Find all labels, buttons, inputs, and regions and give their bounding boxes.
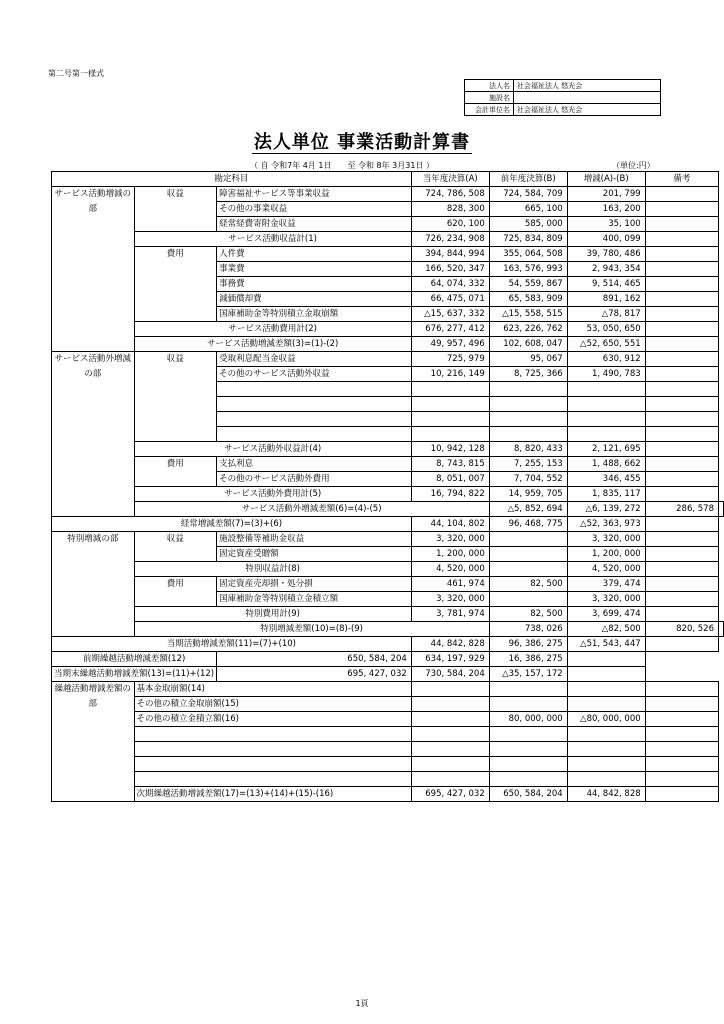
value-difference: 35, 100 <box>567 217 645 232</box>
value-current-year: 676, 277, 412 <box>411 322 489 337</box>
value-current-year: △5, 852, 694 <box>489 502 567 517</box>
group-label-nonservice: サービス活動外増減の部 <box>52 352 135 517</box>
corp-info-key: 法人名 <box>465 80 514 92</box>
value-previous-year <box>489 697 567 712</box>
table-row <box>52 562 724 577</box>
remarks-cell <box>645 217 718 232</box>
account-label: 支払利息 <box>217 457 412 472</box>
table-row <box>52 742 724 757</box>
value-previous-year: 8, 725, 366 <box>489 367 567 382</box>
table-row <box>52 487 724 502</box>
account-label: 前期繰越活動増減差額(12) <box>52 652 217 667</box>
subgroup-label-income: 収益 <box>134 532 217 562</box>
table-row <box>52 637 724 652</box>
value-current-year: 16, 794, 822 <box>411 487 489 502</box>
value-difference: △35, 157, 172 <box>489 667 567 682</box>
empty-cell <box>411 412 489 427</box>
remarks-cell <box>645 247 718 262</box>
empty-cell <box>489 382 567 397</box>
remarks-cell <box>645 292 718 307</box>
empty-cell <box>411 427 489 442</box>
corp-info-value <box>514 92 661 104</box>
value-current-year: 10, 216, 149 <box>411 367 489 382</box>
value-difference: 3, 699, 474 <box>567 607 645 622</box>
subgroup-label-expense: 費用 <box>134 577 217 607</box>
table-row <box>52 232 724 247</box>
page-number: 1頁 <box>355 999 369 1008</box>
value-current-year: 828, 300 <box>411 202 489 217</box>
subgroup-label-expense: 費用 <box>134 247 217 322</box>
remarks-cell <box>645 187 718 202</box>
value-difference: 820, 526 <box>645 622 718 637</box>
value-previous-year: 634, 197, 929 <box>411 652 489 667</box>
remarks-cell <box>645 547 718 562</box>
table-row <box>52 757 724 772</box>
account-label: 当期活動増減差額(11)=(7)+(10) <box>52 637 412 652</box>
value-difference: 1, 490, 783 <box>567 367 645 382</box>
table-row <box>52 652 724 667</box>
header-remarks: 備考 <box>645 172 718 187</box>
table-row <box>52 502 724 517</box>
value-current-year: 3, 320, 000 <box>411 592 489 607</box>
value-difference: △51, 543, 447 <box>567 637 645 652</box>
empty-cell <box>645 427 718 442</box>
value-previous-year: 724, 584, 709 <box>489 187 567 202</box>
value-current-year: 49, 957, 496 <box>411 337 489 352</box>
value-difference: 16, 386, 275 <box>489 652 567 667</box>
value-current-year: 695, 427, 032 <box>217 667 412 682</box>
table-row <box>52 457 724 472</box>
empty-cell <box>567 727 645 742</box>
value-difference: 2, 943, 354 <box>567 262 645 277</box>
empty-cell <box>217 397 412 412</box>
table-row <box>52 712 724 727</box>
value-difference: 3, 320, 000 <box>567 532 645 547</box>
table-row <box>52 532 724 547</box>
empty-cell <box>567 397 645 412</box>
empty-cell <box>217 412 412 427</box>
form-label: 第二号第一様式 <box>48 69 104 78</box>
value-previous-year <box>489 532 567 547</box>
title-text: 法人単位 事業活動計算書 <box>253 132 471 153</box>
statement-table-body <box>52 172 724 802</box>
account-label: サービス活動外費用計(5) <box>134 487 411 502</box>
value-current-year: 620, 100 <box>411 217 489 232</box>
value-previous-year: 95, 067 <box>489 352 567 367</box>
value-difference: 1, 488, 662 <box>567 457 645 472</box>
value-current-year: 4, 520, 000 <box>411 562 489 577</box>
value-current-year: 66, 475, 071 <box>411 292 489 307</box>
value-previous-year: 163, 576, 993 <box>489 262 567 277</box>
value-previous-year: 623, 226, 762 <box>489 322 567 337</box>
value-previous-year: 54, 559, 867 <box>489 277 567 292</box>
remarks-cell <box>719 622 724 637</box>
account-label: 基本金取崩額(14) <box>134 682 411 697</box>
value-difference: △78, 817 <box>567 307 645 322</box>
value-current-year: 726, 234, 908 <box>411 232 489 247</box>
value-current-year: 724, 786, 508 <box>411 187 489 202</box>
remarks-cell <box>645 442 718 457</box>
empty-cell <box>489 412 567 427</box>
empty-cell <box>411 397 489 412</box>
account-label: 固定資産受贈額 <box>217 547 412 562</box>
table-row <box>52 352 724 367</box>
value-current-year: 8, 743, 815 <box>411 457 489 472</box>
value-current-year: △15, 637, 332 <box>411 307 489 322</box>
empty-cell <box>411 727 489 742</box>
account-label: サービス活動費用計(2) <box>134 322 411 337</box>
account-label: 固定資産売却損・処分損 <box>217 577 412 592</box>
value-difference <box>567 682 645 697</box>
empty-cell <box>134 742 411 757</box>
value-previous-year: △82, 500 <box>567 622 645 637</box>
value-difference: 201, 799 <box>567 187 645 202</box>
table-row <box>52 517 724 532</box>
account-label: 事業費 <box>217 262 412 277</box>
empty-cell <box>567 772 645 787</box>
value-previous-year: 725, 834, 809 <box>489 232 567 247</box>
remarks-cell <box>645 637 718 652</box>
table-row <box>52 697 724 712</box>
empty-cell <box>489 427 567 442</box>
account-label: 特別費用計(9) <box>134 607 411 622</box>
value-previous-year: △15, 558, 515 <box>489 307 567 322</box>
account-label: 特別増減差額(10)=(8)-(9) <box>134 622 489 637</box>
empty-cell <box>489 742 567 757</box>
table-row <box>52 787 724 802</box>
value-current-year: 10, 942, 128 <box>411 442 489 457</box>
remarks-cell <box>567 652 645 667</box>
document-title <box>0 128 724 154</box>
account-label: 事務費 <box>217 277 412 292</box>
remarks-cell <box>645 457 718 472</box>
account-label: サービス活動収益計(1) <box>134 232 411 247</box>
table-row <box>52 622 724 637</box>
account-label: その他の積立金取崩額(15) <box>134 697 411 712</box>
corp-info-row <box>465 80 661 92</box>
table-row <box>52 667 724 682</box>
remarks-cell <box>645 697 718 712</box>
value-difference: 379, 474 <box>567 577 645 592</box>
value-previous-year: 80, 000, 000 <box>489 712 567 727</box>
account-label: その他の事業収益 <box>217 202 412 217</box>
account-label: 国庫補助金等特別積立金取崩額 <box>217 307 412 322</box>
empty-cell <box>411 382 489 397</box>
table-row <box>52 172 724 187</box>
value-difference: 286, 578 <box>645 502 718 517</box>
value-previous-year: 7, 255, 153 <box>489 457 567 472</box>
empty-cell <box>134 757 411 772</box>
table-row <box>52 577 724 592</box>
currency-unit: （単位:円） <box>612 161 655 170</box>
empty-cell <box>567 382 645 397</box>
value-current-year <box>411 682 489 697</box>
value-current-year: 44, 104, 802 <box>411 517 489 532</box>
remarks-cell <box>645 517 718 532</box>
value-previous-year: 8, 820, 433 <box>489 442 567 457</box>
corp-info-key: 施設名 <box>465 92 514 104</box>
table-row <box>52 337 724 352</box>
account-label: サービス活動外増減差額(6)=(4)-(5) <box>134 502 489 517</box>
empty-cell <box>411 742 489 757</box>
value-difference <box>567 697 645 712</box>
empty-cell <box>411 757 489 772</box>
table-row <box>52 187 724 202</box>
value-previous-year: 355, 064, 508 <box>489 247 567 262</box>
account-label: その他のサービス活動外費用 <box>217 472 412 487</box>
value-current-year: 738, 026 <box>489 622 567 637</box>
value-previous-year <box>489 547 567 562</box>
empty-cell <box>134 727 411 742</box>
remarks-cell <box>645 682 718 697</box>
value-difference: 2, 121, 695 <box>567 442 645 457</box>
value-current-year: 64, 074, 332 <box>411 277 489 292</box>
value-difference: 163, 200 <box>567 202 645 217</box>
value-difference: 1, 835, 117 <box>567 487 645 502</box>
empty-cell <box>645 727 718 742</box>
value-current-year <box>411 712 489 727</box>
remarks-cell <box>645 472 718 487</box>
table-row <box>52 682 724 697</box>
remarks-cell <box>567 667 645 682</box>
value-difference: 4, 520, 000 <box>567 562 645 577</box>
corporation-info-box <box>464 79 661 116</box>
empty-cell <box>217 382 412 397</box>
empty-cell <box>489 757 567 772</box>
value-previous-year: 102, 608, 047 <box>489 337 567 352</box>
group-label-service: サービス活動増減の部 <box>52 187 135 352</box>
account-label: その他の積立金積立額(16) <box>134 712 411 727</box>
remarks-cell <box>645 277 718 292</box>
corp-info-value: 社会福祉法人 悠光会 <box>514 104 661 116</box>
remarks-cell <box>645 232 718 247</box>
empty-cell <box>489 397 567 412</box>
value-previous-year: 82, 500 <box>489 607 567 622</box>
empty-cell <box>645 397 718 412</box>
header-difference: 増減(A)-(B) <box>567 172 645 187</box>
value-previous-year: 14, 959, 705 <box>489 487 567 502</box>
remarks-cell <box>645 202 718 217</box>
header-account: 勘定科目 <box>52 172 412 187</box>
account-label: 国庫補助金等特別積立金積立額 <box>217 592 412 607</box>
value-difference: 39, 780, 486 <box>567 247 645 262</box>
value-current-year: 695, 427, 032 <box>411 787 489 802</box>
value-difference: △52, 650, 551 <box>567 337 645 352</box>
remarks-cell <box>645 787 718 802</box>
account-label: 経常増減差額(7)=(3)+(6) <box>52 517 412 532</box>
account-label: その他のサービス活動外収益 <box>217 367 412 382</box>
remarks-cell <box>645 592 718 607</box>
empty-cell <box>567 742 645 757</box>
value-difference: 9, 514, 465 <box>567 277 645 292</box>
empty-cell <box>645 772 718 787</box>
table-row <box>52 727 724 742</box>
account-label: 経常経費寄附金収益 <box>217 217 412 232</box>
value-previous-year: 650, 584, 204 <box>489 787 567 802</box>
value-previous-year: 7, 704, 552 <box>489 472 567 487</box>
account-label: サービス活動外収益計(4) <box>134 442 411 457</box>
value-current-year: 725, 979 <box>411 352 489 367</box>
value-previous-year: 65, 583, 909 <box>489 292 567 307</box>
remarks-cell <box>645 712 718 727</box>
empty-cell <box>567 412 645 427</box>
value-previous-year: 585, 000 <box>489 217 567 232</box>
value-difference: 3, 320, 000 <box>567 592 645 607</box>
value-current-year: 650, 584, 204 <box>217 652 412 667</box>
value-difference: 53, 050, 650 <box>567 322 645 337</box>
empty-cell <box>567 757 645 772</box>
value-current-year: 1, 200, 000 <box>411 547 489 562</box>
corp-info-row <box>465 92 661 104</box>
value-previous-year: 82, 500 <box>489 577 567 592</box>
value-previous-year <box>489 592 567 607</box>
value-difference: △80, 000, 000 <box>567 712 645 727</box>
remarks-cell <box>645 307 718 322</box>
account-label: サービス活動増減差額(3)=(1)-(2) <box>134 337 411 352</box>
value-difference: 400, 099 <box>567 232 645 247</box>
empty-cell <box>489 727 567 742</box>
value-current-year: 44, 842, 828 <box>411 637 489 652</box>
value-difference: 1, 200, 000 <box>567 547 645 562</box>
value-current-year: 461, 974 <box>411 577 489 592</box>
subgroup-label-income: 収益 <box>134 187 217 232</box>
group-label-special: 特別増減の部 <box>52 532 135 637</box>
value-previous-year: 730, 584, 204 <box>411 667 489 682</box>
account-label: 特別収益計(8) <box>134 562 411 577</box>
remarks-cell <box>645 562 718 577</box>
value-previous-year <box>489 562 567 577</box>
header-previous-year: 前年度決算(B) <box>489 172 567 187</box>
value-current-year: 394, 844, 994 <box>411 247 489 262</box>
empty-cell <box>134 772 411 787</box>
value-previous-year: 96, 386, 275 <box>489 637 567 652</box>
subgroup-label-income: 収益 <box>134 352 217 442</box>
remarks-cell <box>645 487 718 502</box>
table-row <box>52 607 724 622</box>
value-previous-year: 96, 468, 775 <box>489 517 567 532</box>
value-previous-year <box>489 682 567 697</box>
account-label: 人件費 <box>217 247 412 262</box>
value-previous-year: △6, 139, 272 <box>567 502 645 517</box>
corp-info-row <box>465 104 661 116</box>
corp-info-value: 社会福祉法人 悠光会 <box>514 80 661 92</box>
account-label: 障害福祉サービス等事業収益 <box>217 187 412 202</box>
remarks-cell <box>645 532 718 547</box>
remarks-cell <box>645 322 718 337</box>
table-row <box>52 247 724 262</box>
account-label: 次期繰越活動増減差額(17)=(13)+(14)+(15)-(16) <box>134 787 411 802</box>
statement-table <box>51 171 724 802</box>
corp-info-key: 会計単位名 <box>465 104 514 116</box>
value-difference: 44, 842, 828 <box>567 787 645 802</box>
table-row <box>52 442 724 457</box>
table-row <box>52 772 724 787</box>
accounting-period: （ 自 令和7年 4月 1日 至 令和 8年 3月31日 ） <box>250 161 434 170</box>
value-difference: 346, 455 <box>567 472 645 487</box>
account-label: 減価償却費 <box>217 292 412 307</box>
empty-cell <box>411 772 489 787</box>
empty-cell <box>645 382 718 397</box>
value-current-year: 3, 781, 974 <box>411 607 489 622</box>
empty-cell <box>217 427 412 442</box>
value-difference: △52, 363, 973 <box>567 517 645 532</box>
remarks-cell <box>645 262 718 277</box>
remarks-cell <box>645 337 718 352</box>
table-row <box>52 322 724 337</box>
empty-cell <box>645 412 718 427</box>
remarks-cell <box>645 367 718 382</box>
remarks-cell <box>645 607 718 622</box>
account-label: 当期末繰越活動増減差額(13)=(11)+(12) <box>52 667 217 682</box>
header-current-year: 当年度決算(A) <box>411 172 489 187</box>
value-difference: 891, 162 <box>567 292 645 307</box>
empty-cell <box>567 427 645 442</box>
remarks-cell <box>645 352 718 367</box>
account-label: 施設整備等補助金収益 <box>217 532 412 547</box>
value-current-year: 166, 520, 347 <box>411 262 489 277</box>
group-label-carry: 繰越活動増減差額の部 <box>52 682 135 802</box>
empty-cell <box>489 772 567 787</box>
value-difference: 630, 912 <box>567 352 645 367</box>
remarks-cell <box>645 577 718 592</box>
value-current-year: 3, 320, 000 <box>411 532 489 547</box>
account-label: 受取利息配当金収益 <box>217 352 412 367</box>
empty-cell <box>645 742 718 757</box>
subgroup-label-expense: 費用 <box>134 457 217 487</box>
remarks-cell <box>719 502 724 517</box>
value-current-year: 8, 051, 007 <box>411 472 489 487</box>
empty-cell <box>645 757 718 772</box>
value-current-year <box>411 697 489 712</box>
value-previous-year: 665, 100 <box>489 202 567 217</box>
